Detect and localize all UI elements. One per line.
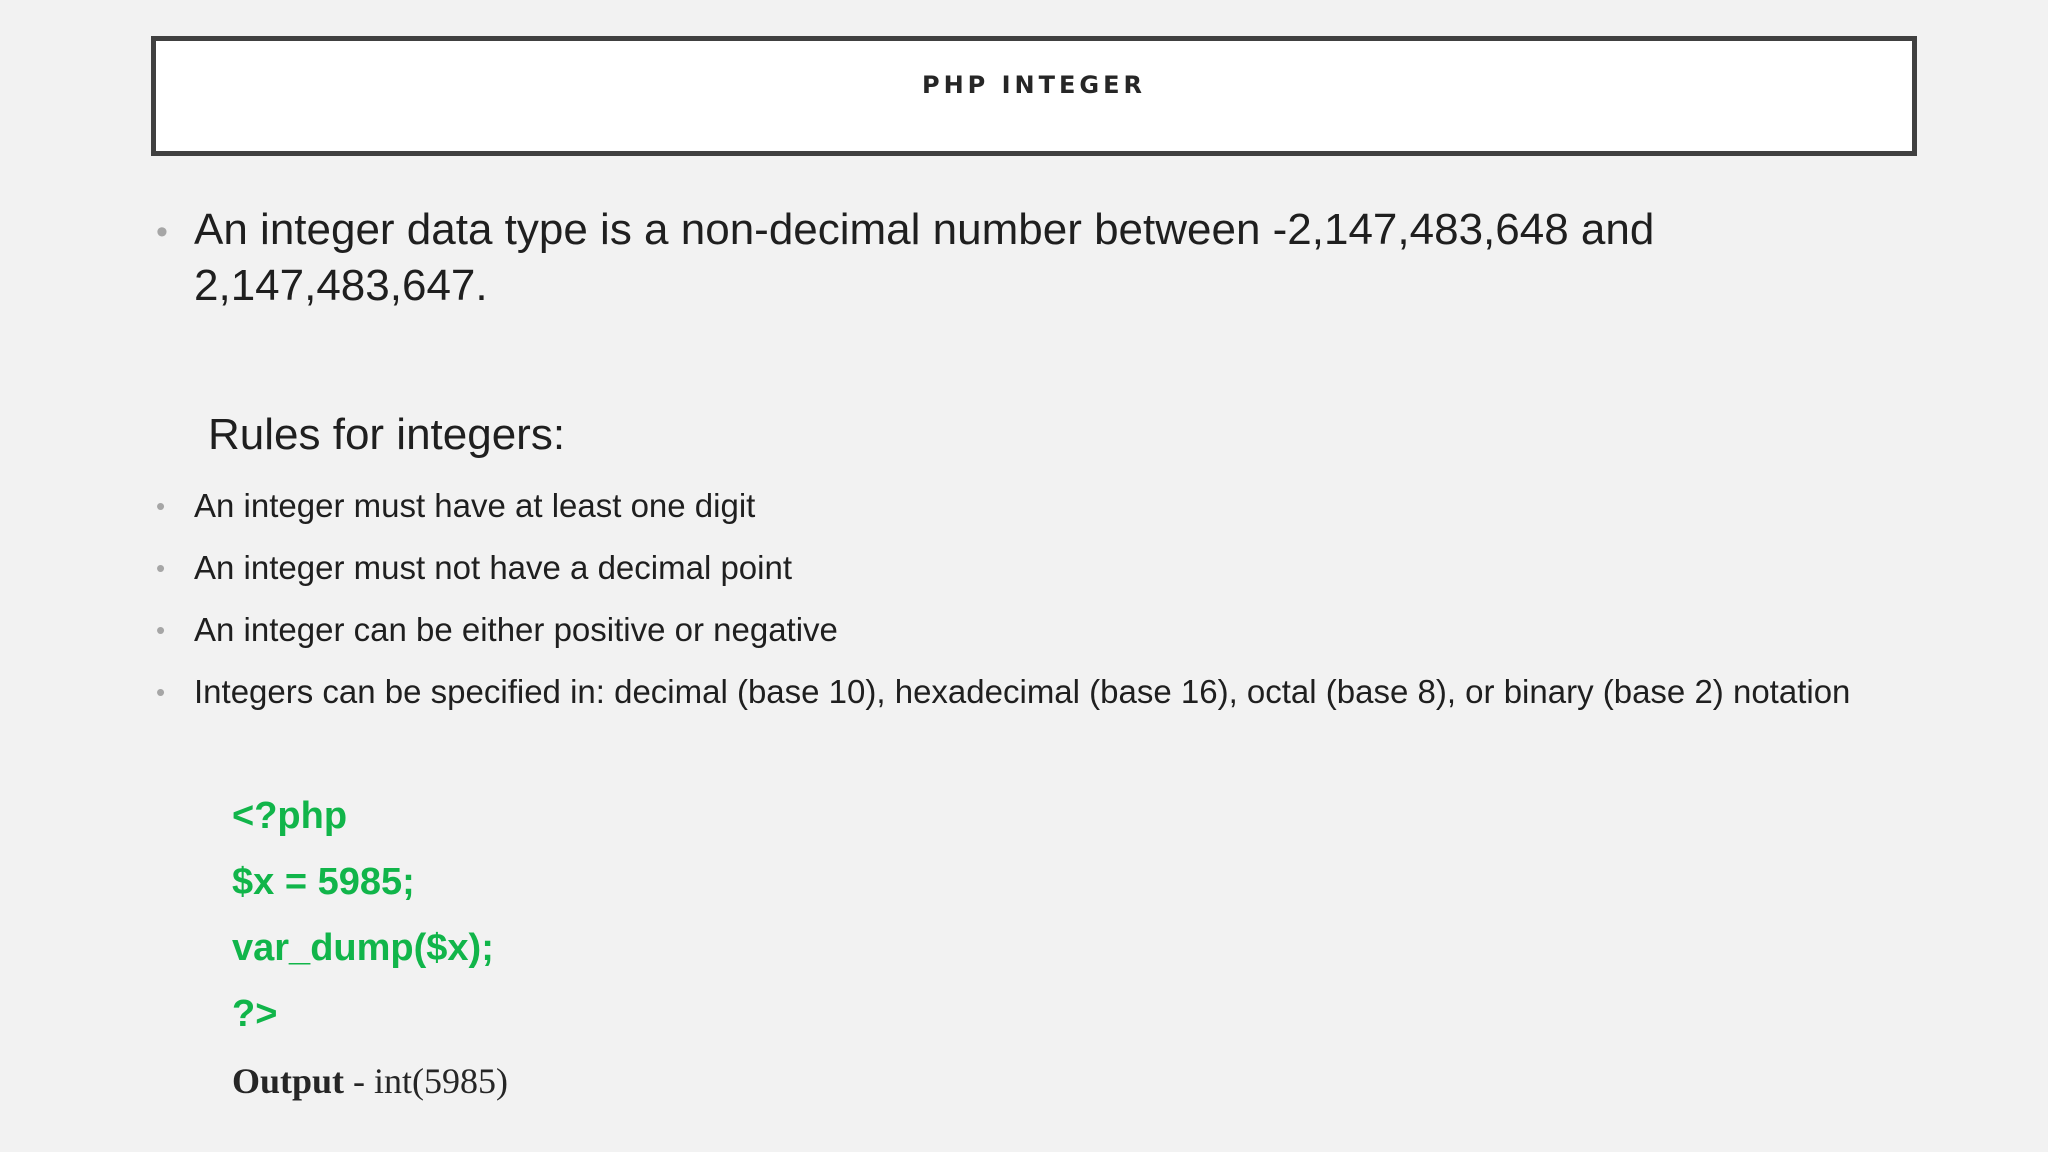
rule-text: An integer can be either positive or negative — [194, 611, 838, 648]
bullet-icon: • — [156, 553, 166, 583]
code-line: var_dump($x); — [232, 927, 494, 969]
intro-line-1: An integer data type is a non-decimal number between -2,147,483,648 and — [194, 205, 1655, 254]
rules-heading: Rules for integers: — [208, 410, 566, 459]
title-box — [151, 36, 1917, 156]
rule-text: An integer must have at least one digit — [194, 487, 756, 524]
output-separator: - — [344, 1061, 375, 1101]
output-label: Output — [232, 1061, 345, 1101]
slide-title: PHP INTEGER — [922, 71, 1146, 99]
bullet-icon: • — [156, 615, 166, 645]
code-line: $x = 5985; — [232, 861, 415, 903]
rule-text: An integer must not have a decimal point — [194, 549, 793, 586]
bullet-icon: • — [156, 491, 166, 521]
intro-line-2: 2,147,483,647. — [194, 261, 488, 310]
bullet-icon: • — [156, 213, 168, 251]
output-line — [232, 1060, 508, 1102]
bullet-icon: • — [156, 677, 166, 707]
code-line: <?php — [232, 795, 348, 837]
code-line: ?> — [232, 993, 278, 1035]
rule-text: Integers can be specified in: decimal (base 10), hexadecimal (base 16), octal (base 8), or binary (base 2) notation — [194, 673, 1851, 710]
output-value: int(5985) — [374, 1061, 509, 1101]
